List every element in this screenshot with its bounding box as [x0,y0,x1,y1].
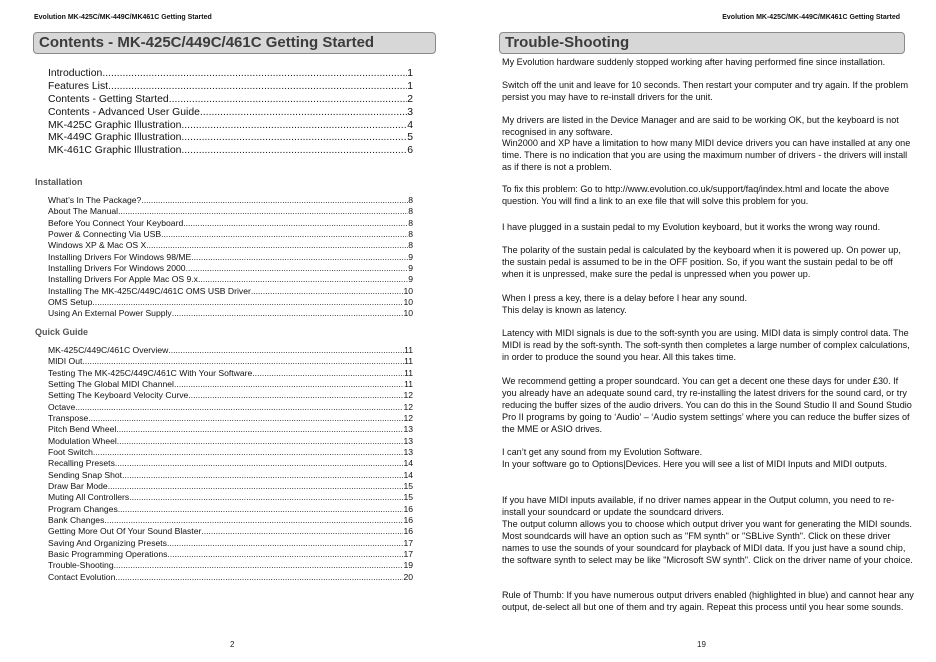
toc-entry-title: Power & Connecting Via USB [48,228,162,239]
right-page [468,0,936,662]
toc-entry [48,458,413,469]
toc-entry [48,229,413,240]
toc-entry-page: 5 [407,132,413,144]
toc-entry-title: About The Manual [48,206,119,217]
toc-entry-page: 14 [403,458,413,469]
page-number: 2 [230,640,235,649]
toc-entry-page: 2 [407,93,413,105]
toc-entry-page: 9 [408,262,413,273]
toc-entry-page: 14 [403,469,413,480]
toc-entry-page: 13 [403,424,413,435]
toc-entry-page: 16 [403,526,413,537]
toc-entry [48,526,413,537]
toc-dot-leader [104,515,403,526]
toc-entry [48,286,413,297]
toc-entry-page: 4 [407,119,413,131]
toc-entry-title: MK-449C Graphic Illustration [48,132,182,144]
toc-entry-title: Installing Drivers For Apple Mac OS 9.x [48,274,198,285]
faq-question: My drivers are listed in the Device Manager and are said to be working OK, but the keyboard is not recognised in any software. [502,115,899,137]
toc-dot-leader [122,470,403,481]
toc-entry-title: Sending Snap Shot [48,469,123,480]
faq-question: When I press a key, there is a delay before I hear any sound. [502,293,747,303]
toc-entry-title: Getting More Out Of Your Sound Blaster [48,526,202,537]
faq-answer: Win2000 and XP have a limitation to how many MIDI device drivers you can have installed at any one time. There is no indication that you are using the maximum number of drivers - the drivers will install as if there is not a problem. [502,138,911,172]
toc-entry-page: 11 [404,378,413,389]
toc-entry [48,81,413,94]
toc-entry-page: 11 [404,345,413,355]
toc-entry-title: MK-425C/449C/461C Overview [48,345,169,355]
toc-dot-leader [92,297,403,308]
toc-entry-title: Modulation Wheel [48,435,117,446]
toc-entry-title: OMS Setup [48,296,93,307]
toc-entry-page: 9 [408,274,413,285]
toc-entry-page: 12 [403,390,413,401]
toc-entry-title: Pitch Bend Wheel [48,424,117,435]
toc-entry-page: 16 [403,514,413,525]
toc-dot-leader [102,68,407,81]
toc-entry-title: Installing The MK-425C/449C/461C OMS USB Driver [48,285,251,296]
toc-entry-title: MK-425C Graphic Illustration [48,119,182,131]
toc-entry [48,402,413,413]
toc-entry-title: Program Changes [48,503,118,514]
toc-entry-title: Testing The MK-425C/449C/461C With Your Software [48,367,253,378]
toc-entry-page: 15 [403,480,413,491]
toc-entry [48,308,413,319]
toc-entry-page: 8 [408,240,413,251]
toc-entry [48,492,413,503]
toc-entry-page: 19 [403,560,413,571]
toc-dot-leader [141,195,408,206]
toc-dot-leader [161,229,408,240]
faq-answer: If you have MIDI inputs available, if no driver names appear in the Output column, you need to re-install your soundcard or update the soundcard drivers. [502,495,895,517]
toc-entry-page: 11 [404,367,413,378]
toc-entry [48,538,413,549]
toc-entry-page: 10 [403,285,413,296]
toc-dot-leader [252,368,404,379]
toc-dot-leader [129,492,403,503]
toc-entry [48,195,413,206]
toc-entry-page: 1 [407,80,413,92]
toc-entry [48,390,413,401]
toc-entry [48,263,413,274]
toc-entry-page: 11 [404,356,413,367]
faq-question: I can’t get any sound from my Evolution Software. [502,447,703,457]
toc-dot-leader [115,572,403,583]
toc-entry-title: Windows XP & Mac OS X [48,240,147,251]
toc-main-list [48,68,413,158]
toc-entry-page: 1 [407,68,413,79]
rule-of-thumb: Rule of Thumb: If you have numerous output drivers enabled (highlighted in blue) and cannot hear any output, de-select all but one of them and try again. Repeat this process until you hear some sounds. [502,590,914,612]
toc-entry-page: 10 [403,308,413,319]
toc-entry-title: Saving And Organizing Presets [48,537,167,548]
toc-entry [48,515,413,526]
toc-entry-title: Recalling Presets [48,458,115,469]
toc-entry [48,549,413,560]
toc-entry [48,470,413,481]
toc-entry [48,481,413,492]
toc-dot-leader [108,481,404,492]
toc-dot-leader [108,81,407,94]
contents-title: Contents - MK-425C/449C/461C Getting Started [33,32,436,54]
toc-dot-leader [172,308,404,319]
toc-dot-leader [200,107,407,120]
toc-entry-title: Setting The Global MIDI Channel [48,378,174,389]
toc-entry [48,68,413,81]
toc-dot-leader [116,424,403,435]
quick-guide-heading: Quick Guide [35,327,89,337]
toc-entry [48,240,413,251]
faq-answer: Latency with MIDI signals is due to the soft-synth you are using. MIDI data is simply control data. The MIDI is read by the soft-synth. The soft-synth then completes a large number of complex calculations, in order to produce the sound you hear. All this takes time. [502,328,910,362]
toc-entry-page: 20 [403,571,413,582]
toc-entry [48,206,413,217]
toc-quick-guide-list [48,345,413,583]
toc-entry-title: Installing Drivers For Windows 2000 [48,262,186,273]
toc-entry-title: Muting All Controllers [48,492,130,503]
toc-entry-title: Installing Drivers For Windows 98/ME [48,251,192,262]
toc-entry [48,218,413,229]
toc-entry-page: 8 [408,217,413,228]
toc-entry [48,560,413,571]
toc-dot-leader [168,345,404,356]
toc-entry [48,145,413,158]
toc-entry-page: 6 [407,145,413,157]
toc-entry-page: 9 [408,251,413,262]
faq-answer: The polarity of the sustain pedal is calculated by the keyboard when it is powered up. On power up, the sustain pedal is assumed to be in the OFF position. So, if you want the sustain pedal to be off when it is unpressed, make sure the pedal is unpressed when you power up. [502,245,901,279]
toc-dot-leader [186,263,409,274]
toc-entry [48,447,413,458]
toc-dot-leader [114,560,404,571]
toc-dot-leader [201,526,403,537]
toc-dot-leader [169,94,408,107]
toc-entry-title: Basic Programming Operations [48,548,168,559]
toc-entry-title: MK-461C Graphic Illustration [48,145,182,157]
toc-dot-leader [181,145,407,158]
toc-entry [48,107,413,120]
faq-question: My Evolution hardware suddenly stopped working after having performed fine since installation. [502,57,886,67]
toc-entry [48,120,413,133]
toc-entry-title: Trouble-Shooting [48,560,114,571]
faq-answer: In your software go to Options|Devices. Here you will see a list of MIDI Inputs and MIDI outputs. [502,459,887,469]
toc-installation-list [48,195,413,320]
page-number: 19 [697,640,706,649]
toc-entry [48,379,413,390]
toc-entry-title: Setting The Keyboard Velocity Curve [48,390,189,401]
toc-entry-title: Foot Switch [48,446,93,457]
toc-entry [48,274,413,285]
toc-entry [48,252,413,263]
faq-question: I have plugged in a sustain pedal to my Evolution keyboard, but it works the wrong way round. [502,222,881,232]
toc-entry-title: Introduction [48,68,103,79]
toc-dot-leader [167,538,403,549]
toc-dot-leader [117,436,404,447]
toc-entry-title: Features List [48,80,109,92]
toc-dot-leader [118,206,408,217]
faq-answer: The output column allows you to choose which output driver you want for generating the MIDI sounds. Most soundcards will have an option such as "FM synth" or "SBLive Synth". Click on these driver names to use the sounds of your soundcard for playback of MIDI data. If you just have a sound chip, the software synth to select may be like "Microsoft SW synth". Click on the driver name of your choice. [502,519,913,565]
toc-entry [48,345,413,356]
toc-entry-title: Contents - Getting Started [48,93,169,105]
toc-entry [48,297,413,308]
toc-dot-leader [183,218,408,229]
toc-entry-page: 8 [408,195,413,205]
toc-entry-page: 17 [403,548,413,559]
faq-answer: To fix this problem: Go to http://www.evolution.co.uk/support/faq/index.html and locate the above question. You will find a link to an exe file that will solve this problem for you. [502,184,890,206]
toc-entry [48,572,413,583]
toc-entry-title: MIDI Out [48,356,83,367]
toc-entry [48,356,413,367]
toc-dot-leader [75,402,403,413]
toc-dot-leader [198,274,408,285]
toc-entry-title: Bank Changes [48,514,105,525]
toc-dot-leader [191,252,408,263]
toc-entry [48,132,413,145]
toc-entry-title: Octave [48,401,76,412]
toc-entry-title: Draw Bar Mode [48,480,108,491]
faq-answer: This delay is known as latency. [502,305,627,315]
toc-entry-title: Transpose [48,412,89,423]
faq-answer: We recommend getting a proper soundcard. You can get a decent one these days for under £30. If you already have an adequate sound card, try re-installing the latest drivers for the sound card, or try reducing the buffer sizes of the audio drivers. You can do this in the Sound Studio II and Sound Studio Pro II programs by going to ‘Audio’ – ‘Audio system settings’ where you can reduce the buffer sizes of the MME or ASIO drives. [502,376,912,434]
toc-entry-page: 8 [408,228,413,239]
toc-entry-title: Before You Connect Your Keyboard [48,217,184,228]
toc-entry-page: 12 [403,412,413,423]
toc-dot-leader [118,504,404,515]
faq-answer: Switch off the unit and leave for 10 seconds. Then restart your computer and try again. If the problem persist you may have to re-install drivers for the unit. [502,80,909,102]
toc-entry-title: What’s In The Package? [48,195,142,205]
running-head: Evolution MK-425C/MK-449C/MK461C Getting Started [722,14,900,21]
toc-entry [48,436,413,447]
toc-dot-leader [82,356,404,367]
toc-entry-page: 8 [408,206,413,217]
toc-entry-page: 13 [403,446,413,457]
toc-dot-leader [174,379,404,390]
toc-dot-leader [251,286,404,297]
running-head: Evolution MK-425C/MK-449C/MK461C Getting Started [34,14,212,21]
toc-entry [48,368,413,379]
toc-entry-page: 10 [403,296,413,307]
installation-heading: Installation [35,177,83,187]
toc-dot-leader [115,458,404,469]
toc-entry-page: 13 [403,435,413,446]
toc-dot-leader [181,120,407,133]
toc-entry [48,504,413,515]
toc-dot-leader [93,447,404,458]
toc-entry-page: 15 [403,492,413,503]
toc-entry [48,424,413,435]
toc-entry-title: Contents - Advanced User Guide [48,106,200,118]
toc-dot-leader [181,132,407,145]
toc-entry [48,413,413,424]
toc-dot-leader [167,549,403,560]
toc-entry-title: Contact Evolution [48,571,116,582]
toc-entry-page: 3 [407,106,413,118]
toc-entry-title: Using An External Power Supply [48,308,172,319]
toc-dot-leader [88,413,403,424]
toc-dot-leader [188,390,403,401]
toc-entry-page: 12 [403,401,413,412]
toc-entry-page: 16 [403,503,413,514]
toc-entry [48,94,413,107]
toc-dot-leader [146,240,408,251]
trouble-shooting-title: Trouble-Shooting [499,32,905,54]
toc-entry-page: 17 [403,537,413,548]
